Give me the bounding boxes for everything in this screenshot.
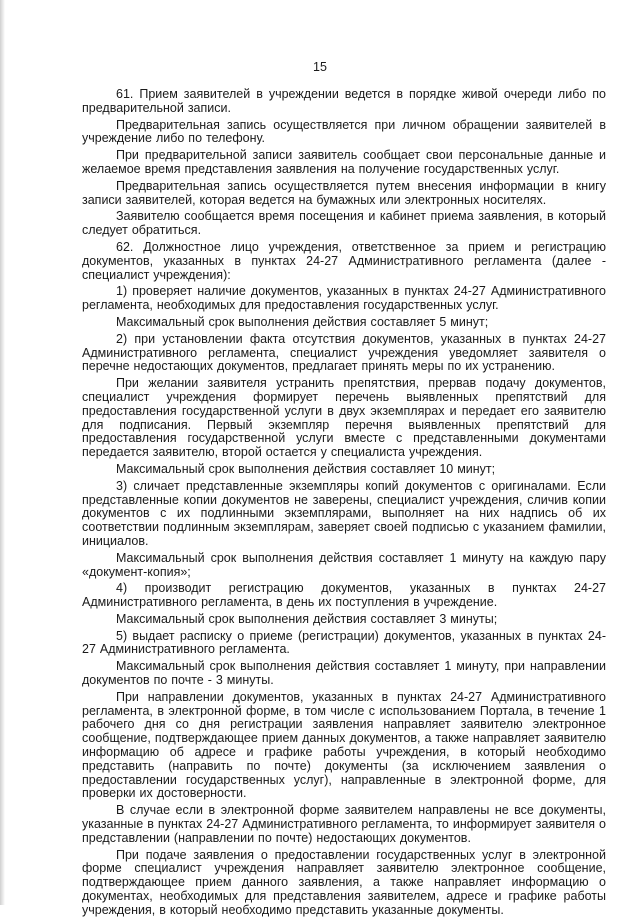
paragraph-personal-data: При предварительной записи заявитель сообщает свои персональные данные и желаемое время представления заявления на получение государственных услуг. [82, 148, 606, 176]
paragraph-missing-docs: В случае если в электронной форме заявителем направлены не все документы, указанные в пунктах 24-27 Административного регламента, то информирует заявителя о представлении (направлении по почте) недостающих документов. [82, 803, 606, 845]
paragraph-electronic-application: При подаче заявления о предоставлении государственных услуг в электронной форме специалист учреждения направляет заявителю электронное сообщение, подтверждающее прием данного заявления, а также направляет информацию о документах, необходимых для представления заявителем, адресе и графике работы учреждения, в который необходимо представить указанные документы. [82, 847, 606, 917]
paragraph-61: 61. Прием заявителей в учреждении ведется в порядке живой очереди либо по предварительной записи. [82, 87, 606, 115]
paragraph-limit-10: Максимальный срок выполнения действия составляет 10 минут; [116, 461, 496, 476]
paragraph-limit-mail: Максимальный срок выполнения действия составляет 1 минуту, при направлении документов по почте - 3 минуты. [82, 659, 606, 688]
paragraph-visit-time: Заявителю сообщается время посещения и кабинет приема заявления, в который следует обратиться. [82, 209, 606, 238]
paragraph-step-2: 2) при установлении факта отсутствия документов, указанных в пунктах 24-27 Административного регламента, специалист учреждения уведомляет заявителя о перечне недостающих документов, предлагает принять меры по их устранению. [82, 331, 606, 374]
paragraph-step-4: 4) производит регистрацию документов, указанных в пунктах 24-27 Административного регламента, в день их поступления в учреждение. [82, 581, 606, 610]
paragraph-record-book: Предварительная запись осуществляется путем внесения информации в книгу записи заявителей, которая ведется на бумажных или электронных носителях. [82, 178, 606, 207]
paragraph-electronic-form: При направлении документов, указанных в пунктах 24-27 Административного регламента, в электронной форме, в том числе с использованием Портала, в течение 1 рабочего дня со дня регистрации заявления направляет заявителю электронное сообщение, подтверждающее прием данных документов, а также направляет заявителю информацию об адресе и графике работы учреждения, в который необходимо представить (направить по почте) документы (за исключением заявления о предоставлении государственных услуг), направленные в электронной форме, для проверки их достоверности. [82, 689, 606, 801]
paragraph-62: 62. Должностное лицо учреждения, ответственное за прием и регистрацию документов, указанных в пунктах 24-27 Административного регламента (далее - специалист учреждения): [82, 239, 606, 282]
paragraph-preliminary-record: Предварительная запись осуществляется при личном обращении заявителей в учреждение либо по телефону. [82, 117, 606, 146]
paragraph-obstacles: При желании заявителя устранить препятствия, прервав подачу документов, специалист учреждения формирует перечень выявленных препятствий для предоставления государственной услуги в двух экземплярах и передает его заявителю для подписания. Первый экземпляр перечня выявленных препятствий для предоставления государственной услуги вместе с представленными документами передается заявителю, второй остается у специалиста учреждения. [82, 376, 606, 460]
paragraph-limit-3: Максимальный срок выполнения действия составляет 3 минуты; [116, 611, 498, 626]
page-number: 15 [313, 60, 327, 74]
paragraph-step-5: 5) выдает расписку о приеме (регистрации) документов, указанных в пунктах 24-27 Административного регламента. [82, 628, 606, 657]
document-body [82, 88, 606, 921]
paragraph-step-1: 1) проверяет наличие документов, указанных в пунктах 24-27 Административного регламента, необходимых для предоставления государственных услуг. [82, 284, 606, 313]
paragraph-step-3: 3) сличает представленные экземпляры копий документов с оригиналами. Если представленные копии документов не заверены, специалист учреждения, сличив копии документов с их подлинными экземплярами, выполняет на них надпись об их соответствии подлинным экземплярам, заверяет своей подписью с указанием фамилии, инициалов. [82, 478, 606, 548]
paragraph-limit-5: Максимальный срок выполнения действия составляет 5 минут; [116, 314, 489, 329]
scan-edge-shadow [0, 0, 5, 905]
paragraph-limit-copy: Максимальный срок выполнения действия составляет 1 минуту на каждую пару «документ-копия»; [82, 550, 606, 579]
